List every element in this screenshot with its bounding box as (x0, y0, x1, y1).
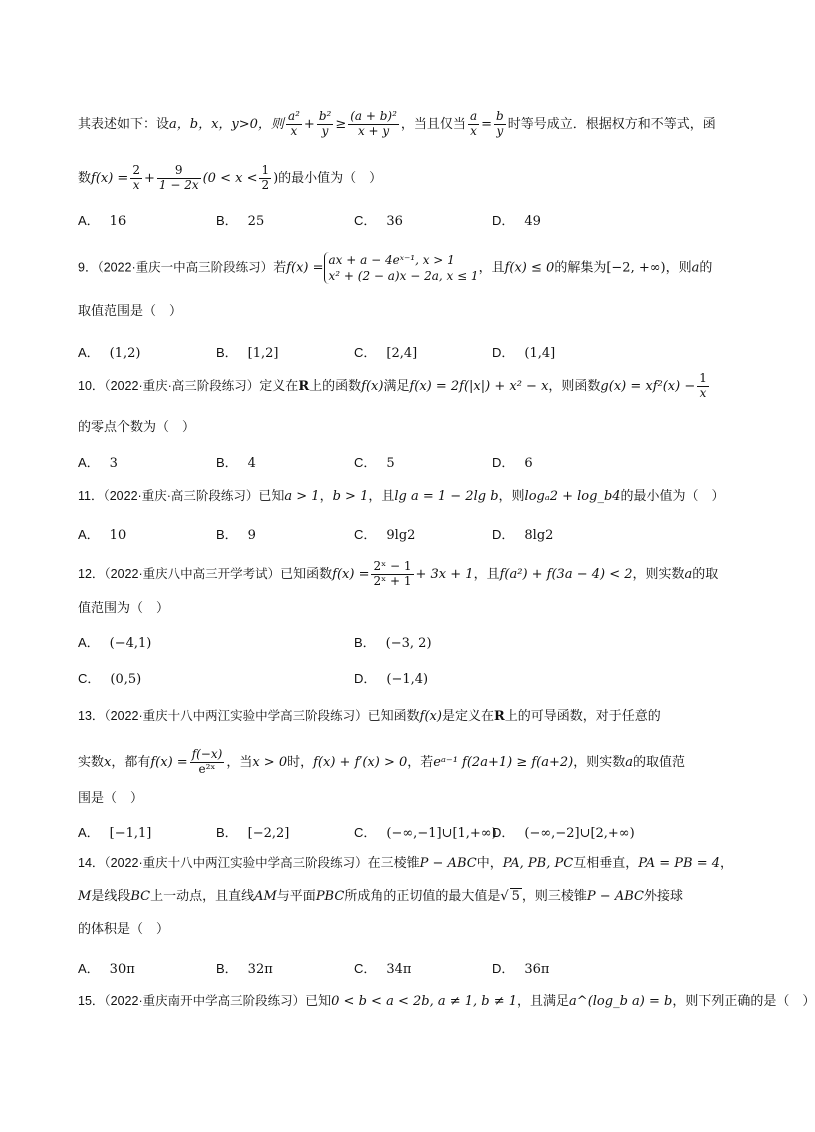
option-d[interactable]: D． 49 (492, 213, 541, 229)
fraction: $\frac{b}{y}$ (496, 109, 504, 138)
option-a[interactable]: A． [−1,1] (78, 825, 152, 841)
fraction: $\frac{a}{x}$ (469, 109, 478, 138)
fraction: $\frac{9}{1 - 2x}$ (158, 163, 199, 192)
q13-stem-line-2: 实数x，都有f(x) = $\frac{f(-x)}{\text{e²ˣ}}$ ，当x > 0时，f(x) + f′(x) > 0，若eᵃ⁻¹ f(2a+1) ≥ f(a+2)，则实数a的取值范 (78, 747, 686, 776)
option-d[interactable]: D． (−1,4) (354, 671, 429, 687)
option-a[interactable]: A． 10 (78, 527, 127, 543)
option-a[interactable]: A． 16 (78, 213, 127, 229)
option-d[interactable]: D． 36π (492, 961, 550, 977)
q9-options (78, 342, 738, 362)
q8-options (78, 210, 738, 230)
fraction: $\frac{1}{2}$ (261, 163, 270, 192)
q13-options (78, 822, 738, 842)
q14-stem-line-1: 14．（2022·重庆十八中两江实验中学高三阶段练习）在三棱锥P − ABC中，PA, PB, PC互相垂直，PA = PB = 4， (78, 856, 734, 871)
q9-stem-line-2: 取值范围是（ ） (78, 304, 183, 319)
q11-options (78, 524, 738, 544)
option-d[interactable]: D． 6 (492, 455, 533, 471)
option-b[interactable]: B． (−3, 2) (354, 635, 432, 651)
fraction: $\frac{1}{x}$ (699, 371, 707, 400)
q10-stem-line-1: 10．（2022·重庆·高三阶段练习）定义在R上的函数f(x)满足f(x) = 2f(|x|) + x² − x，则函数g(x) = xf²(x) − $\frac{1}{x}$ (78, 371, 707, 400)
fraction: $\frac{2}{x}$ (132, 163, 140, 192)
option-b[interactable]: B． [1,2] (216, 345, 279, 361)
q12-stem-line-2: 值范围为（ ） (78, 601, 170, 616)
option-d[interactable]: D． (1,4] (492, 345, 556, 361)
fraction: $\frac{\text{2ˣ − 1}}{\text{2ˣ + 1}}$ (373, 559, 412, 588)
option-b[interactable]: B． 25 (216, 213, 265, 229)
q14-stem-line-3: 的体积是（ ） (78, 922, 170, 937)
option-b[interactable]: B． 4 (216, 455, 256, 471)
option-a[interactable]: A． (−4,1) (78, 635, 152, 651)
q14-stem-line-2: M是线段BC上一动点，且直线AM与平面PBC所成角的正切值的最大值是√ 5 ，则三棱锥P − ABC外接球 (78, 889, 683, 904)
option-c[interactable]: C． 36 (354, 213, 403, 229)
q13-stem-line-1: 13．（2022·重庆十八中两江实验中学高三阶段练习）已知函数f(x)是定义在R上的可导函数，对于任意的 (78, 709, 661, 724)
option-a[interactable]: A． 3 (78, 455, 118, 471)
option-d[interactable]: D． 8lg2 (492, 527, 554, 543)
option-b[interactable]: B． [−2,2] (216, 825, 290, 841)
q10-options (78, 452, 738, 472)
option-c[interactable]: C． (0,5) (78, 671, 142, 687)
intro-line-1: 其表述如下：设a，b，x，y>0，则 $\frac{\text{a²}}{x}$ + $\frac{\text{b²}}{y}$ ≥ $\frac{\text{(a + b)²}}{x + y}$ ，当且仅当 $\frac{a}{x}$ = $\frac{b}{y}$ 时等号成立．根据权方和不等式，函 (78, 109, 716, 138)
q10-stem-line-2: 的零点个数为（ ） (78, 420, 196, 435)
q9-stem-line-1: 9．（2022·重庆一中高三阶段练习）若f(x) = ax + a − 4eˣ⁻¹, x > 1 x² + (2 − a)x − 2a, x ≤ 1 ，且f(x) ≤ 0的解集为[−2, +∞)，则a的 (78, 253, 713, 284)
option-c[interactable]: C． [2,4] (354, 345, 418, 361)
option-c[interactable]: C． 5 (354, 455, 395, 471)
q14-options (78, 958, 738, 978)
q12-options-row-1 (78, 632, 738, 652)
option-a[interactable]: A． 30π (78, 961, 135, 977)
option-c[interactable]: C． 9lg2 (354, 527, 416, 543)
option-b[interactable]: B． 32π (216, 961, 273, 977)
q15-stem: 15．（2022·重庆南开中学高三阶段练习）已知0 < b < a < 2b, a ≠ 1, b ≠ 1，且满足a^(log_b a) = b，则下列正确的是（ ） (78, 994, 815, 1009)
option-b[interactable]: B． 9 (216, 527, 256, 543)
option-a[interactable]: A． (1,2) (78, 345, 141, 361)
option-c[interactable]: C． (−∞,−1]∪[1,+∞) (354, 825, 497, 841)
q13-stem-line-3: 围是（ ） (78, 791, 144, 806)
q12-stem-line-1: 12．（2022·重庆八中高三开学考试）已知函数f(x) = $\frac{\text{2ˣ − 1}}{\text{2ˣ + 1}}$ + 3x + 1，且f(a²) + f(3a − 4) < 2，则实数a的取 (78, 559, 719, 588)
piecewise-cases: ax + a − 4eˣ⁻¹, x > 1 x² + (2 − a)x − 2a, x ≤ 1 (324, 252, 479, 284)
q11-stem: 11．（2022·重庆·高三阶段练习）已知a > 1，b > 1，且lg a = 1 − 2lg b，则logₐ2 + log_b4的最小值为（ ） (78, 489, 725, 504)
fraction: $\frac{\text{b²}}{y}$ (318, 109, 332, 138)
sqrt-symbol: √ (500, 889, 509, 904)
fraction: $\frac{f(-x)}{\text{e²ˣ}}$ (191, 747, 223, 776)
fraction: $\frac{\text{(a + b)²}}{x + y}$ (350, 109, 397, 138)
option-d[interactable]: D． (−∞,−2]∪[2,+∞) (492, 825, 635, 841)
fraction: $\frac{\text{a²}}{x}$ (287, 109, 300, 138)
q12-options-row-2 (78, 668, 738, 688)
intro-line-2: 数f(x) = $\frac{2}{x}$ + $\frac{9}{1 - 2x}$ (0 < x < $\frac{1}{2}$ )的最小值为（ ） (78, 163, 383, 192)
option-c[interactable]: C． 34π (354, 961, 412, 977)
